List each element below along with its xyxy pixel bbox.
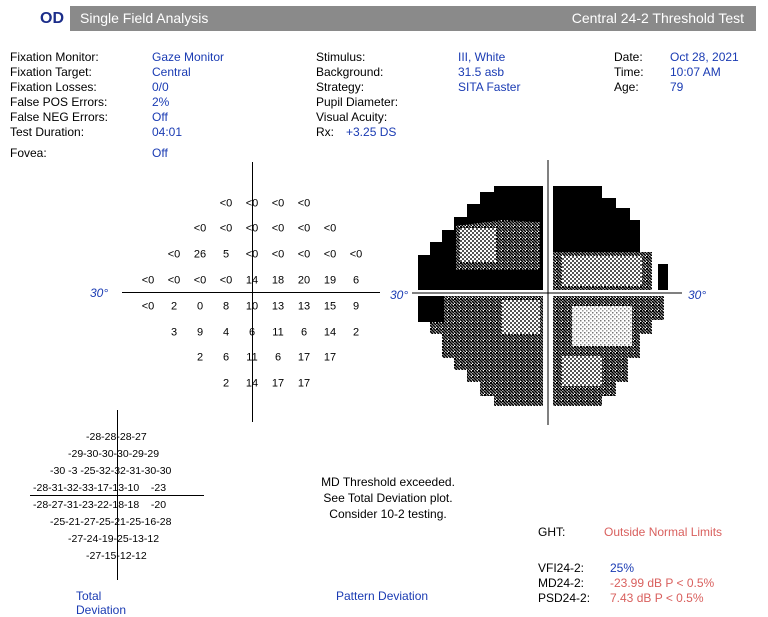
psd-value: 7.43 dB P < 0.5%	[610, 591, 704, 605]
test-duration-label: Test Duration:	[10, 125, 85, 139]
message-line: MD Threshold exceeded.	[321, 475, 455, 489]
total-deviation-label: Total Deviation	[76, 589, 127, 617]
message-line: Consider 10-2 testing.	[329, 507, 447, 521]
threshold-value: 20	[297, 274, 311, 286]
fixation-monitor-label: Fixation Monitor:	[10, 50, 99, 64]
threshold-value: <0	[141, 300, 155, 312]
threshold-value: 17	[297, 351, 311, 363]
threshold-value: <0	[297, 248, 311, 260]
threshold-value: <0	[193, 222, 207, 234]
greyscale-degree-left: 30°	[390, 288, 409, 302]
greyscale-region	[418, 296, 444, 322]
greyscale-map	[412, 160, 682, 430]
threshold-value: 6	[300, 326, 308, 338]
threshold-value: 9	[196, 326, 204, 338]
threshold-value: <0	[297, 197, 311, 209]
threshold-value: 17	[297, 377, 311, 389]
threshold-value: 2	[196, 351, 204, 363]
greyscale-region	[502, 300, 540, 334]
stimulus-value: III, White	[458, 50, 506, 64]
total-deviation-row: -28-31-32-33-17-13-10 -23	[33, 482, 167, 494]
threshold-value: <0	[219, 222, 233, 234]
false-pos-value: 2%	[152, 95, 170, 109]
pattern-deviation-label: Pattern Deviation	[336, 589, 429, 603]
threshold-value: 26	[193, 248, 207, 260]
threshold-value: <0	[193, 274, 207, 286]
md-label: MD24-2:	[538, 576, 585, 590]
false-neg-value: Off	[152, 110, 168, 124]
threshold-value: 19	[323, 274, 337, 286]
threshold-degree-label: 30°	[90, 286, 109, 300]
threshold-value: 6	[222, 351, 230, 363]
threshold-value: 14	[323, 326, 337, 338]
greyscale-region	[553, 186, 640, 252]
threshold-value: 2	[352, 326, 360, 338]
threshold-value: 8	[222, 300, 230, 312]
threshold-value: <0	[167, 274, 181, 286]
total-deviation-row: -25-21-27-25-21-25-16-28	[50, 516, 172, 528]
threshold-value: <0	[297, 222, 311, 234]
greyscale-region	[658, 264, 668, 290]
threshold-value: <0	[323, 222, 337, 234]
false-pos-label: False POS Errors:	[10, 95, 108, 109]
pattern-deviation-message	[288, 474, 488, 522]
fixation-monitor-value: Gaze Monitor	[152, 50, 225, 64]
fovea-label: Fovea:	[10, 146, 47, 160]
strategy-value: SITA Faster	[458, 80, 521, 94]
greyscale-region	[460, 228, 496, 262]
threshold-value: <0	[245, 248, 259, 260]
threshold-value: <0	[271, 197, 285, 209]
fovea-value: Off	[152, 146, 168, 160]
fixation-losses-value: 0/0	[152, 80, 169, 94]
psd-label: PSD24-2:	[538, 591, 591, 605]
vfi-label: VFI24-2:	[538, 561, 585, 575]
threshold-value: <0	[219, 197, 233, 209]
threshold-value: 2	[222, 377, 230, 389]
total-deviation-row: -30 -3 -25-32-32-31-30-30	[50, 465, 172, 477]
ght-value: Outside Normal Limits	[604, 525, 723, 539]
threshold-value: 9	[352, 300, 360, 312]
greyscale-region	[562, 356, 602, 386]
total-deviation-row: -27-24-19-25-13-12	[68, 533, 160, 545]
greyscale-region	[418, 270, 540, 288]
threshold-value: 11	[272, 326, 284, 338]
eye-indicator: OD	[6, 6, 70, 31]
threshold-value: <0	[245, 222, 259, 234]
threshold-value: <0	[271, 248, 285, 260]
threshold-value: 13	[297, 300, 311, 312]
background-label: Background:	[316, 65, 384, 79]
age-label: Age:	[614, 80, 639, 94]
threshold-horizontal-axis	[122, 292, 380, 293]
threshold-value: <0	[349, 248, 363, 260]
threshold-value: 6	[274, 351, 282, 363]
fixation-losses-label: Fixation Losses:	[10, 80, 97, 94]
report-title: Single Field Analysis	[80, 10, 209, 26]
threshold-value: <0	[167, 248, 181, 260]
threshold-value: <0	[271, 222, 285, 234]
threshold-value: 14	[245, 274, 259, 286]
md-value: -23.99 dB P < 0.5%	[610, 576, 715, 590]
threshold-value: <0	[323, 248, 337, 260]
greyscale-region	[572, 306, 632, 346]
threshold-value: 10	[245, 300, 259, 312]
background-value: 31.5 asb	[458, 65, 505, 79]
total-deviation-row: -28-28-28-27	[86, 431, 147, 443]
test-name: Central 24-2 Threshold Test	[571, 10, 744, 26]
date-value: Oct 28, 2021	[670, 50, 739, 64]
date-label: Date:	[614, 50, 643, 64]
stimulus-label: Stimulus:	[316, 50, 366, 64]
greyscale-region	[562, 256, 642, 286]
threshold-value: 0	[196, 300, 204, 312]
fixation-target-value: Central	[152, 65, 191, 79]
threshold-value: 14	[245, 377, 259, 389]
rx-value: +3.25 DS	[346, 125, 397, 139]
threshold-value: 18	[271, 274, 285, 286]
threshold-value: <0	[141, 274, 155, 286]
total-deviation-row: -29-30-30-30-29-29	[68, 448, 160, 460]
time-value: 10:07 AM	[670, 65, 721, 79]
total-deviation-row: -27-15-12-12	[86, 550, 147, 562]
total-deviation-row: -28-27-31-23-22-18-18 -20	[33, 499, 167, 511]
vfi-value: 25%	[610, 561, 635, 575]
threshold-value: 17	[271, 377, 285, 389]
threshold-value: 17	[323, 351, 337, 363]
pupil-diameter-label: Pupil Diameter:	[316, 95, 399, 109]
threshold-value: 15	[323, 300, 337, 312]
threshold-value: 2	[170, 300, 178, 312]
rx-label: Rx:	[316, 125, 334, 139]
test-duration-value: 04:01	[152, 125, 183, 139]
time-label: Time:	[614, 65, 644, 79]
threshold-value: 4	[222, 326, 230, 338]
ght-label: GHT:	[538, 525, 566, 539]
threshold-value: 13	[271, 300, 285, 312]
threshold-value: 3	[170, 326, 178, 338]
fixation-target-label: Fixation Target:	[10, 65, 92, 79]
threshold-value: 6	[352, 274, 360, 286]
visual-acuity-label: Visual Acuity:	[316, 110, 388, 124]
threshold-value: <0	[245, 197, 259, 209]
threshold-value: 6	[248, 326, 256, 338]
false-neg-label: False NEG Errors:	[10, 110, 109, 124]
greyscale-degree-right: 30°	[688, 288, 707, 302]
threshold-value: <0	[219, 274, 233, 286]
threshold-value: 5	[222, 248, 230, 260]
strategy-label: Strategy:	[316, 80, 365, 94]
age-value: 79	[670, 80, 684, 94]
message-line: See Total Deviation plot.	[323, 491, 453, 505]
threshold-value: 11	[246, 351, 258, 363]
